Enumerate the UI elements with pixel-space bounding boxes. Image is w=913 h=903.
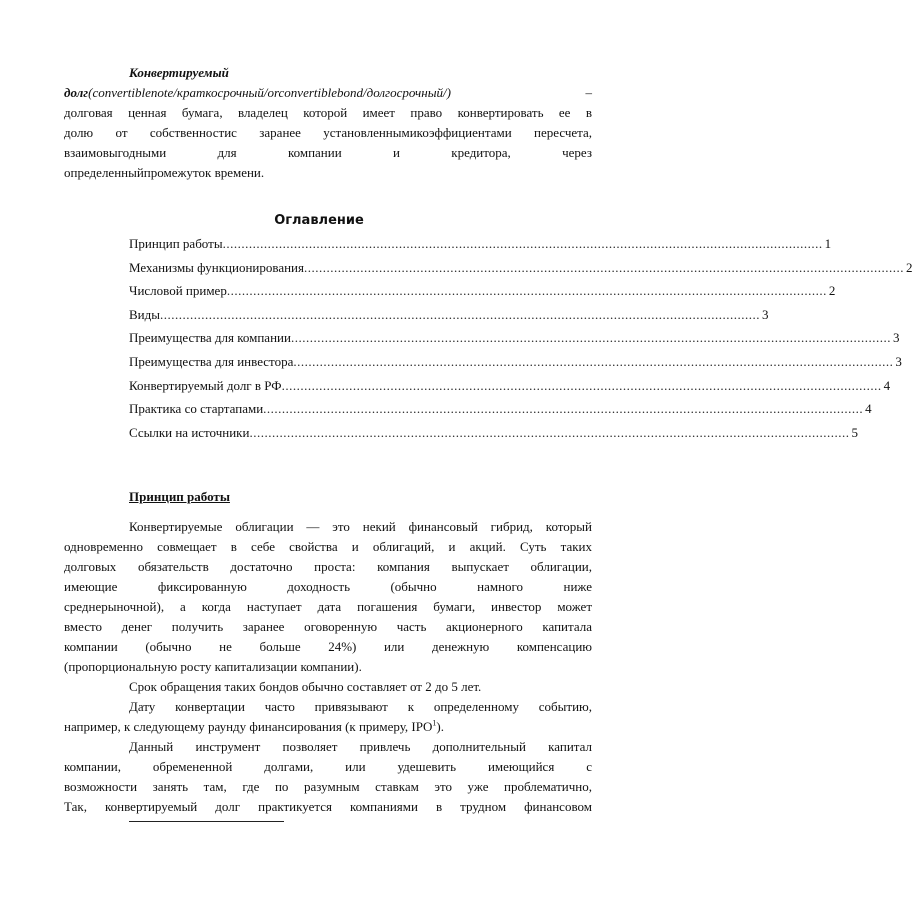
toc-item[interactable]: Принцип работы ................................................................................................................................................................ 1: [129, 232, 592, 256]
toc-item-label: Конвертируемый долг в РФ: [129, 377, 282, 393]
toc-title: Оглавление: [274, 213, 364, 228]
intro-dash: –: [585, 85, 592, 100]
para1-line-6: вместо денег получить заранее оговоренную часть акционерного капитала: [64, 619, 592, 634]
toc-item-label: Ссылки на источники: [129, 424, 250, 440]
table-of-contents: [129, 232, 913, 444]
toc-item[interactable]: Практика со стартапами ................................................................................................................................................................ 4: [129, 397, 592, 421]
para4-line-3: возможности занять там, где по разумным ставкам это уже проблематично,: [64, 779, 592, 794]
intro-line-3: взаимовыгодными для компании и кредитора, через: [64, 145, 592, 160]
toc-item-page: 2: [906, 259, 913, 275]
toc-item-page: 3: [895, 353, 902, 369]
para1-line-3: долговых обязательств достаточно проста: компания выпускает облигации,: [64, 559, 592, 574]
toc-item[interactable]: Ссылки на источники ................................................................................................................................................................ 5: [129, 421, 592, 445]
toc-item-page: 1: [824, 236, 832, 251]
para3-line-2-text: например, к следующему раунду финансирования (к примеру, IPO: [64, 719, 433, 734]
toc-item[interactable]: Механизмы функционирования ................................................................................................................................................................ 2: [129, 256, 592, 280]
intro-line-1: долговая ценная бумага, владелец которой имеет право конвертировать ее в: [64, 105, 592, 120]
toc-item[interactable]: Преимущества для компании ................................................................................................................................................................ 3: [129, 326, 592, 350]
toc-item-page: 5: [851, 424, 858, 440]
para4-line-4: Так, конвертируемый долг практикуется компаниями в трудном финансовом: [64, 799, 592, 814]
para4-line-2: компании, обремененной долгами, или удешевить имеющийся с: [64, 759, 592, 774]
intro-term: Конвертируемый: [129, 65, 229, 80]
toc-item-label: Преимущества для компании: [129, 330, 291, 346]
toc-item[interactable]: Виды ................................................................................................................................................................ 3: [129, 303, 592, 327]
para1-line-7: компании (обычно не больше 24%) или денежную компенсацию: [64, 639, 592, 654]
intro-term-cont: долг: [64, 85, 89, 100]
para3-line-2: [64, 717, 592, 737]
para1-line-2: одновременно совмещает в себе свойства и облигаций, и акций. Суть таких: [64, 539, 592, 554]
footnote-ref[interactable]: 1: [432, 718, 437, 728]
toc-item-label: Механизмы функционирования: [129, 259, 304, 275]
para1-line-8: (пропорциональную росту капитализации компании).: [64, 659, 362, 674]
para1-line-5: среднерыночной), а когда наступает дата погашения бумаги, инвестор может: [64, 599, 592, 614]
toc-item-page: 2: [828, 283, 836, 299]
toc-item[interactable]: Преимущества для инвестора ................................................................................................................................................................ 3: [129, 350, 592, 374]
toc-item-label: Принцип работы: [129, 236, 223, 251]
para3-line-2-end: ).: [436, 719, 444, 734]
toc-item-page: 3: [892, 330, 900, 346]
toc-item-label: Числовой пример: [129, 283, 227, 299]
toc-item-label: Преимущества для инвестора: [129, 353, 294, 369]
para1-line-1: Конвертируемые облигации — это некий финансовый гибрид, который: [129, 519, 592, 534]
footnote-separator: [129, 821, 284, 822]
para2: Срок обращения таких бондов обычно составляет от 2 до 5 лет.: [129, 679, 482, 694]
toc-item-page: 4: [883, 377, 891, 393]
section-heading: Принцип работы: [129, 489, 230, 504]
toc-item[interactable]: Числовой пример ................................................................................................................................................................ 2: [129, 279, 592, 303]
toc-item-page: 4: [865, 401, 872, 417]
intro-variants: (convertiblenote/краткосрочный/orconvertiblebond/долгосрочный/): [88, 85, 451, 100]
toc-item-label: Практика со стартапами: [129, 401, 264, 417]
para1-line-4: имеющие фиксированную доходность (обычно намного ниже: [64, 579, 592, 594]
intro-line-4: определенныйпромежуток времени.: [64, 165, 265, 180]
intro-line-2: долю от собственностис заранее установленнымикоэффициентами пересчета,: [64, 125, 592, 140]
toc-item-page: 3: [761, 306, 769, 322]
para3-line-1: Дату конвертации часто привязывают к определенному событию,: [129, 699, 592, 714]
intro-term-line: [64, 83, 592, 103]
para4-line-1: Данный инструмент позволяет привлечь дополнительный капитал: [129, 739, 592, 754]
toc-item-label: Виды: [129, 306, 160, 322]
toc-item[interactable]: Конвертируемый долг в РФ ................................................................................................................................................................ 4: [129, 374, 592, 398]
